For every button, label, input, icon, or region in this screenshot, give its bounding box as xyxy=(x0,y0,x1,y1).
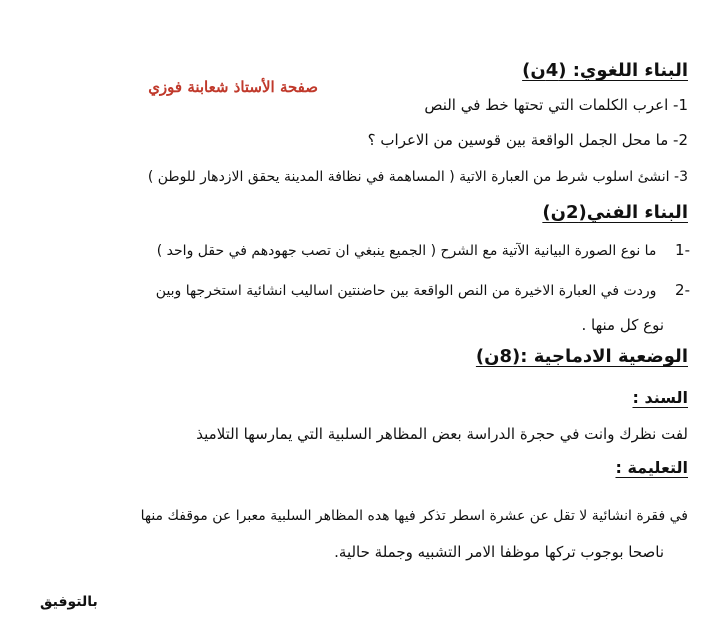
artistic-heading: البناء الفني(2ن) xyxy=(542,202,688,223)
artistic-item-2-line-1: وردت في العبارة الاخيرة من النص الواقعة بين حاضنتين اساليب انشائية استخرجها وبين xyxy=(155,283,657,299)
closing-text: بالتوفيق xyxy=(40,594,98,610)
instruction-line-1: في فقرة انشائية لا تقل عن عشرة اسطر تذكر فيها هده المظاهر السلبية معبرا عن موقفك منها xyxy=(140,508,688,524)
author-watermark: صفحة الأستاذ شعابنة فوزي xyxy=(148,78,318,96)
artistic-item-1-number: -1 xyxy=(675,241,690,259)
artistic-item-2 xyxy=(156,283,690,298)
instruction-line-2: ناصحا بوجوب تركها موظفا الامر التشبيه وجملة حالية. xyxy=(334,543,664,561)
linguistic-item-1: 1- اعرب الكلمات التي تحتها خط في النص xyxy=(424,96,688,114)
artistic-item-2-line-2: نوع كل منها . xyxy=(581,316,664,334)
support-text: لفت نظرك وانت في حجرة الدراسة بعض المظاهر السلبية التي يمارسها التلاميذ xyxy=(196,425,688,443)
artistic-item-2-number: -2 xyxy=(675,281,690,299)
linguistic-heading: البناء اللغوي: (4ن) xyxy=(522,60,688,81)
support-label: السند : xyxy=(632,388,688,407)
artistic-item-1-text: ما نوع الصورة البيانية الآتية مع الشرح ( الجميع ينبغي ان تصب جهودهم في حقل واحد ) xyxy=(156,243,657,259)
linguistic-item-2: 2- ما محل الجمل الواقعة بين قوسين من الاعراب ؟ xyxy=(367,131,688,149)
linguistic-item-3: 3- انشئ اسلوب شرط من العبارة الاتية ( المساهمة في نظافة المدينة يحقق الازدهار للوطن ) xyxy=(147,169,688,185)
integration-heading: الوضعية الادماجية :(8ن) xyxy=(475,346,688,367)
instruction-label: التعليمة : xyxy=(615,458,688,477)
artistic-item-1 xyxy=(157,243,690,258)
